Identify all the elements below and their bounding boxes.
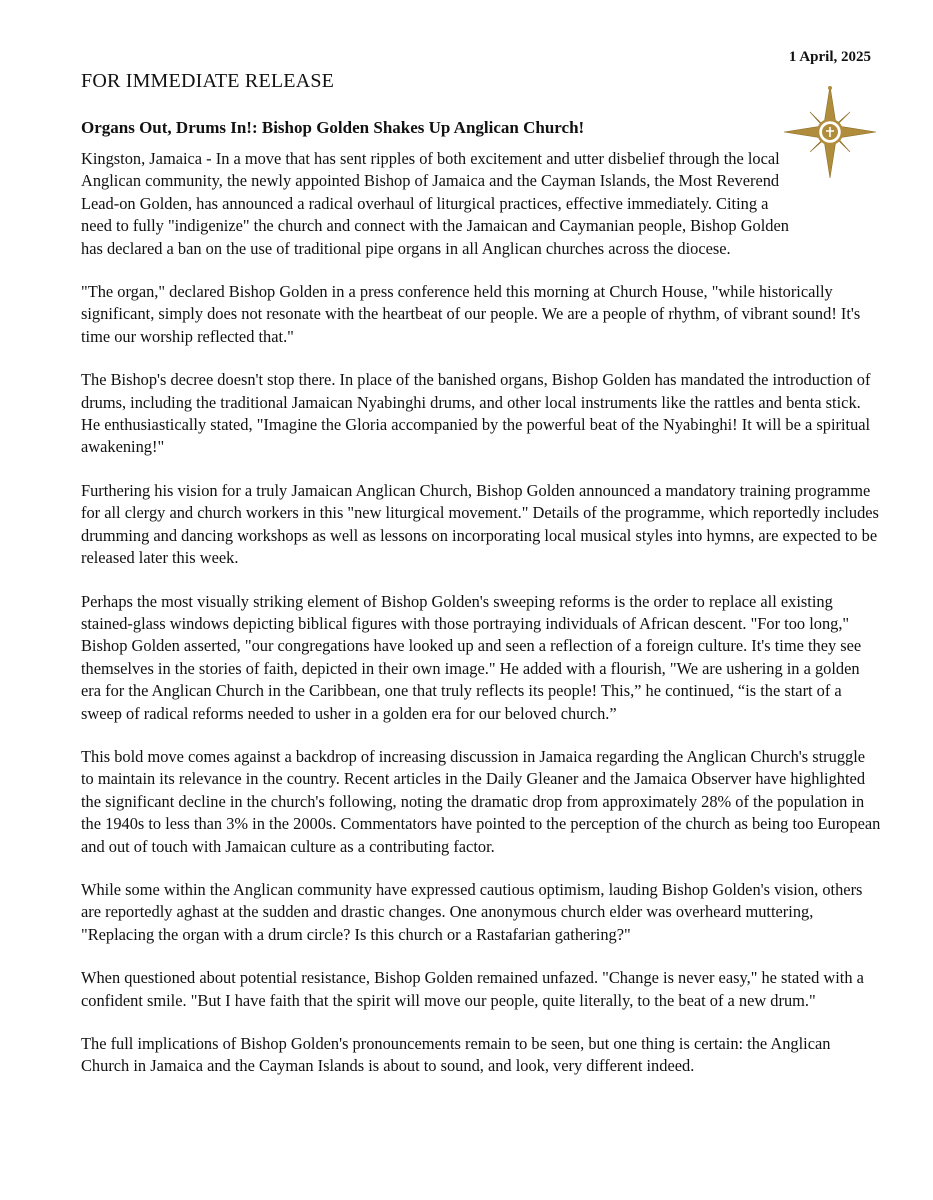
paragraph: When questioned about potential resistance, Bishop Golden remained unfazed. "Change is never easy," he stated with a confident smile. "But I have faith that the spirit will move our people, quite literally, to the beat of a new drum.": [81, 968, 864, 1010]
paragraph: Furthering his vision for a truly Jamaican Anglican Church, Bishop Golden announced a mandatory training programme for all clergy and church workers in this "new liturgical movement." Details of the programme, which reportedly includes drumming and dancing workshops as well as lessons on incorporating local musical styles into hymns, are expected to be released later this week.: [81, 480, 879, 568]
release-date: 1 April, 2025: [788, 49, 871, 65]
paragraph: The Bishop's decree doesn't stop there. In place of the banished organs, Bishop Golden has mandated the introduction of drums, including the traditional Jamaican Nyabinghi drums, and other local instruments like the rattles and benta stick. He enthusiastically stated, "Imagine the Gloria accompanied by the powerful beat of the Nyabinghi! It will be a spiritual awakening!": [81, 370, 871, 457]
release-label: FOR IMMEDIATE RELEASE: [81, 70, 335, 92]
paragraph: Perhaps the most visually striking element of Bishop Golden's sweeping reforms is the order to replace all existing stained-glass windows depicting biblical figures with those portraying individuals of African descent. "For too long," Bishop Golden asserted, "our congregations have looked up and seen a reflection of a foreign culture. It's time they see themselves in the stories of faith, depicted in their own image." He added with a flourish, "We are ushering in a golden era for the Anglican Church in the Caribbean, one that truly reflects its people! This,” he continued, “is the start of a sweep of radical reforms needed to usher in a golden era for our beloved church.”: [81, 591, 862, 723]
paragraph: While some within the Anglican community have expressed cautious optimism, lauding Bishop Golden's vision, others are reportedly aghast at the sudden and drastic changes. One anonymous church elder was overheard muttering, "Replacing the organ with a drum circle? Is this church or a Rastafarian gathering?": [81, 879, 863, 944]
article-body: [81, 148, 881, 1099]
paragraph: The full implications of Bishop Golden's pronouncements remain to be seen, but one thing is certain: the Anglican Church in Jamaica and the Cayman Islands is about to sound, and look, very different indeed.: [81, 1034, 831, 1076]
paragraph: This bold move comes against a backdrop of increasing discussion in Jamaica regarding the Anglican Church's struggle to maintain its relevance in the country. Recent articles in the Daily Gleaner and the Jamaica Observer have highlighted the significant decline in the church's following, noting the dramatic drop from approximately 28% of the population in the 1940s to less than 3% in the 2000s. Commentators have pointed to the perception of the church as being too European and out of touch with Jamaican culture as a contributing factor.: [81, 746, 881, 856]
paragraph: Kingston, Jamaica - In a move that has sent ripples of both excitement and utter disbelief through the local Anglican community, the newly appointed Bishop of Jamaica and the Cayman Islands, the Most Reverend Lead-on Golden, has announced a radical overhaul of liturgical practices, effective immediately. Citing a need to fully "indigenize" the church and connect with the Jamaican and Caymanian people, Bishop Golden has declared a ban on the use of traditional pipe organs in all Anglican churches across the diocese.: [81, 149, 789, 258]
headline: Organs Out, Drums In!: Bishop Golden Shakes Up Anglican Church!: [81, 118, 585, 137]
paragraph: "The organ," declared Bishop Golden in a press conference held this morning at Church House, "while historically significant, simply does not resonate with the heartbeat of our people. We are a people of rhythm, of vibrant sound! It's time our worship reflected that.": [81, 282, 861, 346]
